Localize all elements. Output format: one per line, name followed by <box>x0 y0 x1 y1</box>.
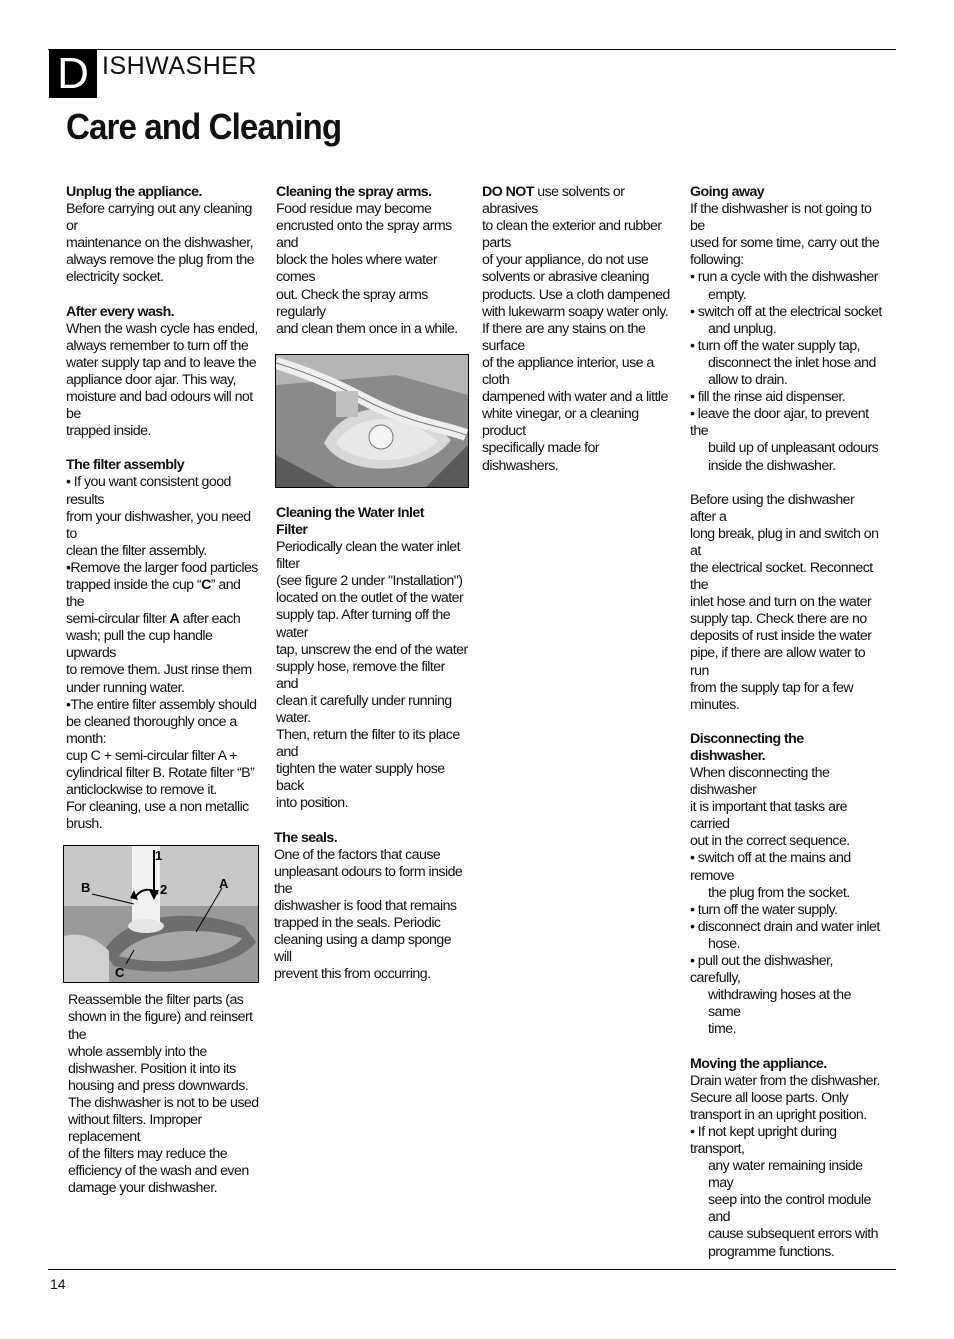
bottom-rule <box>48 1269 896 1270</box>
column-1 <box>66 184 260 1198</box>
paragraph-inlet-filter: Periodically clean the water inlet filter (see figure 2 under "Installation") located on the outlet of the water supply tap. After turning off the water tap, unscrew the end of the water supply hose, remove the filter and clean it carefully under running water. Then, return the filter to its place and tighten the water supply hose back into position. <box>276 539 468 812</box>
paragraph-reassemble: Reassemble the filter parts (as shown in the figure) and reinsert the whole assembly into the dishwasher. Position it into its housing and press downwards. The dishwasher is not to be used without filters. Improper replacement of the filters may reduce the efficiency of the wash and even damage your dishwasher. <box>68 992 259 1197</box>
bullet-filter-1: • If you want consistent good results from your dishwasher, you need to clean the filter assembly. <box>66 474 251 559</box>
page-title: Care and Cleaning <box>66 106 342 147</box>
heading-after-wash: After every wash. <box>66 303 175 320</box>
paragraph-going-away: If the dishwasher is not going to be used for some time, carry out the following: <box>690 201 880 269</box>
bullet-disc-4: • pull out the dishwasher, carefully, withdrawing hoses at the same time. <box>690 953 851 1038</box>
paragraph-before-using: Before using the dishwasher after a long break, plug in and switch on at the electrical socket. Reconnect the inlet hose and turn on the water supply tap. Check there are no deposits of rust inside the water pipe, if there are allow water to run from the supply tap for a few minutes. <box>690 491 879 713</box>
column-3 <box>482 184 674 475</box>
heading-inlet-filter-2: Filter <box>276 521 308 538</box>
column-2 <box>276 184 468 983</box>
paragraph-unplug: Before carrying out any cleaning or maintenance on the dishwasher, always remove the plug from the electricity socket. <box>66 201 254 286</box>
figure-label-1: 1 <box>155 848 162 864</box>
bullet-disc-1: • switch off at the mains and remove the plug from the socket. <box>690 850 851 901</box>
paragraph-moving: Drain water from the dishwasher. Secure all loose parts. Only transport in an upright position. <box>690 1072 880 1123</box>
bullet-disc-2: • turn off the water supply. <box>690 901 838 918</box>
paragraph-spray-arms: Food residue may become encrusted onto the spray arms and block the holes where water comes out. Check the spray arms regularly and clean them once in a while. <box>276 201 458 337</box>
page-number: 14 <box>50 1276 66 1292</box>
heading-moving: Moving the appliance. <box>690 1055 827 1072</box>
paragraph-do-not: DO NOT use solvents or abrasives to clean the exterior and rubber parts of your appliance, do not use solvents or abrasive cleaning products. Use a cloth dampened with lukewarm soapy water only. If there are any stains on the surface of the appliance interior, use a cloth dampened with water and a little white vinegar, or a cleaning product specifically made for dishwashers. <box>482 184 670 474</box>
paragraph-seals: One of the factors that cause unpleasant odours to form inside the dishwasher is food that remains trapped in the seals. Periodic cleaning using a damp sponge will prevent this from occurring. <box>274 846 463 983</box>
filter-cleaning-note: For cleaning, use a non metallic brush. <box>66 799 249 833</box>
bullet-move-1: • If not kept upright during transport, any water remaining inside may seep into the control module and cause subsequent errors with programme functions. <box>690 1123 878 1260</box>
heading-unplug: Unplug the appliance. <box>66 184 202 200</box>
filter-assembly-figure <box>63 845 259 983</box>
section-word: ISHWASHER <box>102 52 257 80</box>
heading-disconnecting: Disconnecting the dishwasher. <box>690 730 804 764</box>
bullet-disc-3: • disconnect drain and water inlet hose. <box>690 918 880 952</box>
bullet-away-2: • switch off at the electrical socket and unplug. <box>690 303 882 337</box>
figure-label-2: 2 <box>160 882 167 898</box>
bullet-filter-2: •Remove the larger food particles trapped inside the cup “C” and the semi-circular filter A after each wash; pull the cup handle upwards to remove them. Just rinse them under running water. <box>66 559 258 696</box>
figure-label-b: B <box>81 880 90 896</box>
figure-label-a: A <box>219 876 228 892</box>
bullet-away-1: • run a cycle with the dishwasher empty. <box>690 269 878 303</box>
paragraph-disconnecting: When disconnecting the dishwasher it is important that tasks are carried out in the correct sequence. <box>690 765 850 850</box>
paragraph-after-wash: When the wash cycle has ended, always remember to turn off the water supply tap and to leave the appliance door ajar. This way, moisture and bad odours will not be trapped inside. <box>66 320 258 440</box>
heading-spray-arms: Cleaning the spray arms. <box>276 184 432 200</box>
spray-arm-figure <box>275 354 469 488</box>
heading-filter-assembly: The filter assembly <box>66 457 185 474</box>
heading-inlet-filter-1: Cleaning the Water Inlet <box>276 504 424 521</box>
do-not-emphasis: DO NOT <box>482 184 534 200</box>
filter-assembly-illustration <box>64 846 258 982</box>
heading-seals: The seals. <box>274 829 338 846</box>
spray-arm-illustration <box>276 355 468 487</box>
bullet-filter-3: •The entire filter assembly should be cleaned thoroughly once a month: cup C + semi-circular filter A + cylindrical filter B. Rotate filter “B” anticlockwise to remove it. <box>66 696 257 799</box>
heading-going-away: Going away <box>690 184 765 200</box>
bullet-away-5: • leave the door ajar, to prevent the build up of unpleasant odours inside the dishwasher. <box>690 406 879 474</box>
bullet-away-3: • turn off the water supply tap, disconnect the inlet hose and allow to drain. <box>690 337 876 389</box>
column-4 <box>690 184 882 1261</box>
figure-label-c: C <box>115 965 124 981</box>
top-rule <box>48 49 896 50</box>
section-letter: D <box>49 50 97 98</box>
bullet-away-4: • fill the rinse aid dispenser. <box>690 389 846 406</box>
